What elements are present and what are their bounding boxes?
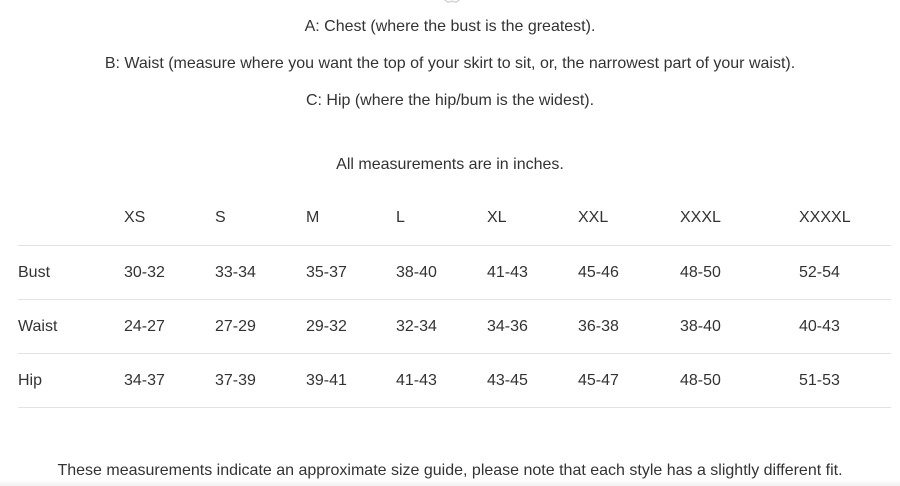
header-size-xs: XS: [124, 209, 146, 226]
bottom-edge-shadow: [0, 480, 900, 486]
table-cell: 24-27: [124, 300, 215, 354]
table-cell: 35-37: [306, 246, 396, 300]
table-cell: 37-39: [215, 354, 306, 408]
row-label-bust: Bust: [18, 246, 124, 300]
size-chart-table: [18, 191, 891, 408]
table-cell: 43-45: [487, 354, 578, 408]
table-header-row: [18, 191, 891, 246]
table-cell: 27-29: [215, 300, 306, 354]
header-size-xxxl: XXXL: [680, 209, 721, 226]
table-cell: 33-34: [215, 246, 306, 300]
chest-measurement-note: A: Chest (where the bust is the greatest).: [304, 18, 596, 35]
table-cell: 36-38: [578, 300, 680, 354]
header-size-l: L: [396, 209, 405, 226]
table-cell: 39-41: [306, 354, 396, 408]
table-cell: 45-47: [578, 354, 680, 408]
header-size-xxl: XXL: [578, 209, 609, 226]
table-cell: 52-54: [799, 246, 891, 300]
header-size-xxxxl: XXXXL: [799, 209, 851, 226]
table-row: [18, 354, 891, 408]
header-size-m: M: [306, 209, 320, 226]
hip-measurement-note: C: Hip (where the hip/bum is the widest).: [305, 92, 595, 109]
table-cell: 45-46: [578, 246, 680, 300]
fit-disclaimer: These measurements indicate an approximate size guide, please note that each style has a slightly different fit.: [57, 462, 843, 479]
body-diagram-graphic: [432, 0, 472, 6]
waist-measurement-note: B: Waist (measure where you want the top of your skirt to sit, or, the narrowest part of your waist).: [104, 55, 796, 72]
header-empty-cell: [18, 191, 124, 246]
row-label-waist: Waist: [18, 300, 124, 354]
table-row: [18, 246, 891, 300]
table-cell: 41-43: [487, 246, 578, 300]
table-cell: 34-36: [487, 300, 578, 354]
table-cell: 30-32: [124, 246, 215, 300]
table-cell: 40-43: [799, 300, 891, 354]
table-cell: 48-50: [680, 354, 799, 408]
header-size-xl: XL: [487, 209, 507, 226]
table-cell: 38-40: [680, 300, 799, 354]
table-cell: 32-34: [396, 300, 487, 354]
row-label-hip: Hip: [18, 354, 124, 408]
table-cell: 48-50: [680, 246, 799, 300]
units-note: All measurements are in inches.: [336, 156, 564, 173]
header-size-s: S: [215, 209, 226, 226]
table-cell: 41-43: [396, 354, 487, 408]
table-row: [18, 300, 891, 354]
table-cell: 38-40: [396, 246, 487, 300]
table-cell: 29-32: [306, 300, 396, 354]
table-cell: 51-53: [799, 354, 891, 408]
table-cell: 34-37: [124, 354, 215, 408]
